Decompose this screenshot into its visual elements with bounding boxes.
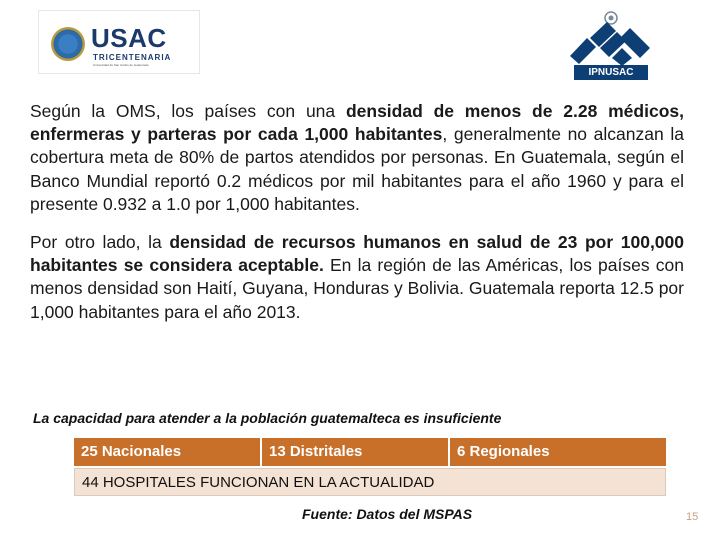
hospital-category-regionales: 6 Regionales: [450, 438, 666, 466]
ipnusac-logo-caption: IPNUSAC: [574, 65, 648, 80]
hospital-table: [74, 438, 666, 496]
paragraph-density: [30, 231, 684, 324]
body-text: [30, 100, 684, 324]
paragraph-oms-rest: , generalmente no alcanzan la cobertura meta de 80% de partos atendidos por personas. En Guatemala, según el Banco Mundial reportó 0.2 médicos por mil habitantes para el año 1960 y para el presente 0.932 a 1.0 por 1,000 habitantes.: [30, 124, 684, 214]
paragraph-oms: [30, 100, 684, 216]
hospital-category-nacionales: 25 Nacionales: [74, 438, 262, 466]
source-note: Fuente: Datos del MSPAS: [302, 506, 473, 522]
usac-seal-icon: [51, 27, 85, 61]
page-number: 15: [686, 511, 699, 523]
paragraph-density-rest: En la región de las Américas, los países con menos densidad son Haití, Guyana, Honduras y Bolivia. Guatemala reporta 12.5 por 1,000 habitantes para el año 2013.: [30, 255, 684, 322]
usac-logo-subtitle: TRICENTENARIA: [93, 53, 172, 62]
paragraph-density-highlight: densidad de recursos humanos en salud de 23 por 100,000 habitantes se considera aceptable.: [30, 232, 685, 276]
hospital-total: 44 HOSPITALES FUNCIONAN EN LA ACTUALIDAD: [74, 468, 666, 496]
ipnusac-logo: [562, 10, 662, 80]
usac-logo-tagline: Universidad de San Carlos de Guatemala: [93, 63, 149, 67]
hospital-categories-row: [74, 438, 666, 466]
ipnusac-logo-icon: [562, 10, 662, 66]
capacity-title: La capacidad para atender a la población guatemalteca es insuficiente: [33, 410, 502, 426]
usac-logo: [38, 10, 200, 74]
usac-logo-text: USAC: [91, 23, 167, 53]
paragraph-oms-intro: Según la OMS, los países con una: [30, 101, 346, 121]
hospital-category-distritales: 13 Distritales: [262, 438, 450, 466]
paragraph-oms-highlight: densidad de menos de 2.28 médicos, enfermeras y parteras por cada 1,000 habitantes: [30, 101, 684, 145]
paragraph-density-intro: Por otro lado, la: [30, 232, 170, 253]
